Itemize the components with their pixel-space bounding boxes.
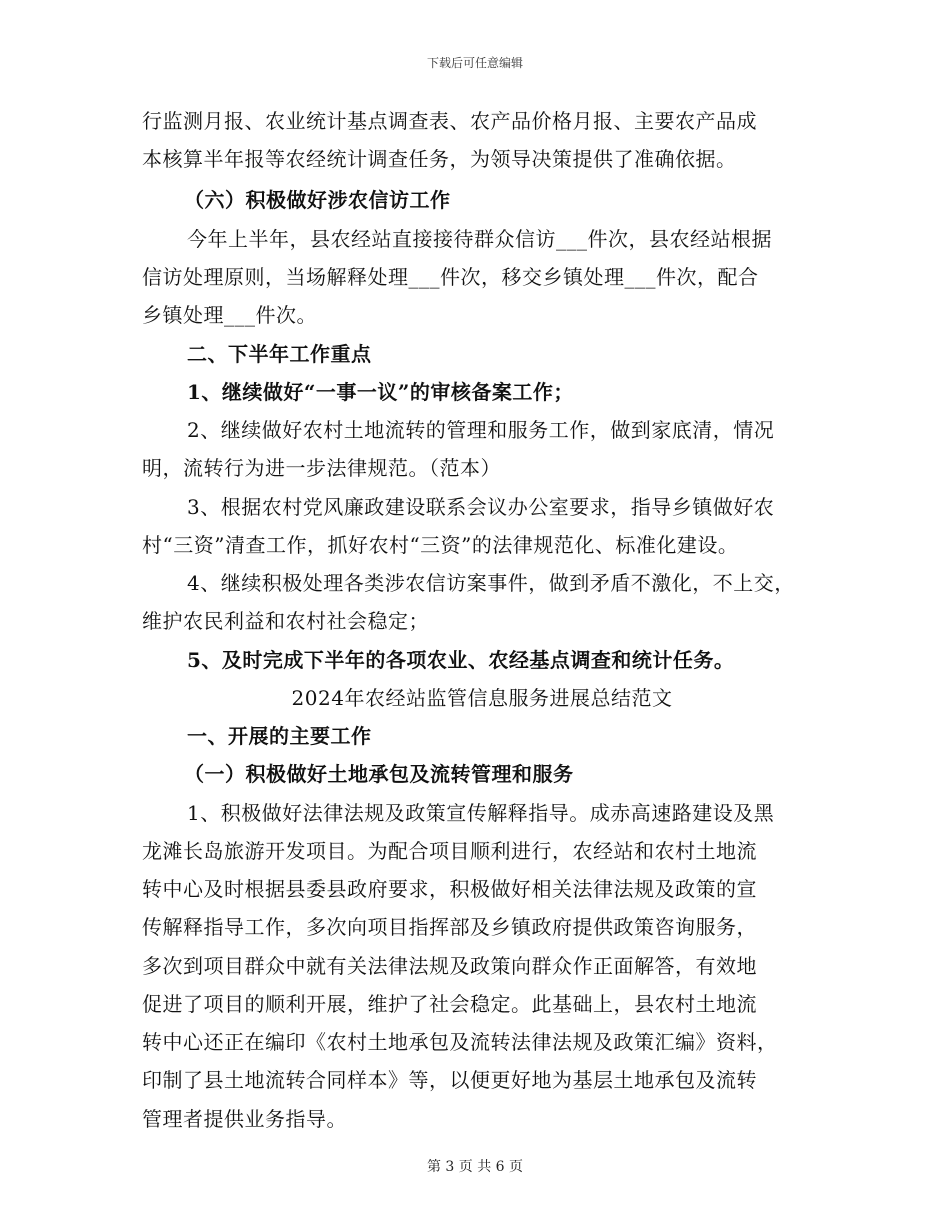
page-header: 下载后可任意编辑 (426, 56, 523, 70)
paragraph-line: 1、积极做好法律法规及政策宣传解释指导。成赤高速路建设及黑 (187, 801, 775, 825)
page-footer: 第 3 页 共 6 页 (426, 1159, 524, 1175)
document-title: 2024年农经站监管信息服务进展总结范文 (291, 686, 673, 710)
paragraph-line: 信访处理原则，当场解释处理___件次，移交乡镇处理___件次，配合 (142, 265, 759, 289)
paragraph-line: 行监测月报、农业统计基点调查表、农产品价格月报、主要农产品成 (142, 109, 757, 133)
section-heading: （六）积极做好涉农信访工作 (184, 188, 451, 212)
paragraph-line: 明，流转行为进一步法律规范。（范本） (142, 456, 501, 480)
list-item: 4、继续积极处理各类涉农信访案事件，做到矛盾不激化，不上交， (187, 571, 795, 595)
paragraph-line: 多次到项目群众中就有关法律法规及政策向群众作正面解答，有效地 (142, 954, 757, 978)
paragraph-line: 今年上半年，县农经站直接接待群众信访___件次，县农经站根据 (187, 227, 772, 251)
paragraph-line: 村“三资”清查工作，抓好农村“三资”的法律规范化、标准化建设。 (142, 533, 739, 557)
paragraph-line: 管理者提供业务指导。 (142, 1107, 347, 1131)
paragraph-line: 本核算半年报等农经统计调查任务，为领导决策提供了准确依据。 (142, 147, 737, 171)
paragraph-line: 促进了项目的顺利开展，维护了社会稳定。此基础上，县农村土地流 (142, 992, 757, 1016)
section-heading: （一）积极做好土地承包及流转管理和服务 (184, 762, 574, 786)
paragraph-line: 龙滩长岛旅游开发项目。为配合项目顺利进行，农经站和农村土地流 (142, 839, 757, 863)
section-heading: 一、开展的主要工作 (187, 724, 372, 748)
list-item: 5、及时完成下半年的各项农业、农经基点调查和统计任务。 (187, 648, 735, 672)
list-item: 1、继续做好“一事一议”的审核备案工作； (187, 380, 574, 404)
paragraph-line: 印制了县土地流转合同样本》等，以便更好地为基层土地承包及流转 (142, 1068, 757, 1092)
paragraph-line: 转中心及时根据县委县政府要求，积极做好相关法律法规及政策的宣 (142, 877, 757, 901)
paragraph-line: 维护农民利益和农村社会稳定； (142, 609, 429, 633)
section-heading: 二、下半年工作重点 (187, 342, 372, 366)
list-item: 3、根据农村党风廉政建设联系会议办公室要求，指导乡镇做好农 (187, 495, 775, 519)
paragraph-line: 转中心还正在编印《农村土地承包及流转法律法规及政策汇编》资料， (142, 1030, 778, 1054)
paragraph-line: 乡镇处理___件次。 (142, 303, 317, 327)
list-item: 2、继续做好农村土地流转的管理和服务工作，做到家底清，情况 (187, 418, 775, 442)
paragraph-line: 传解释指导工作，多次向项目指挥部及乡镇政府提供政策咨询服务， (142, 915, 757, 939)
